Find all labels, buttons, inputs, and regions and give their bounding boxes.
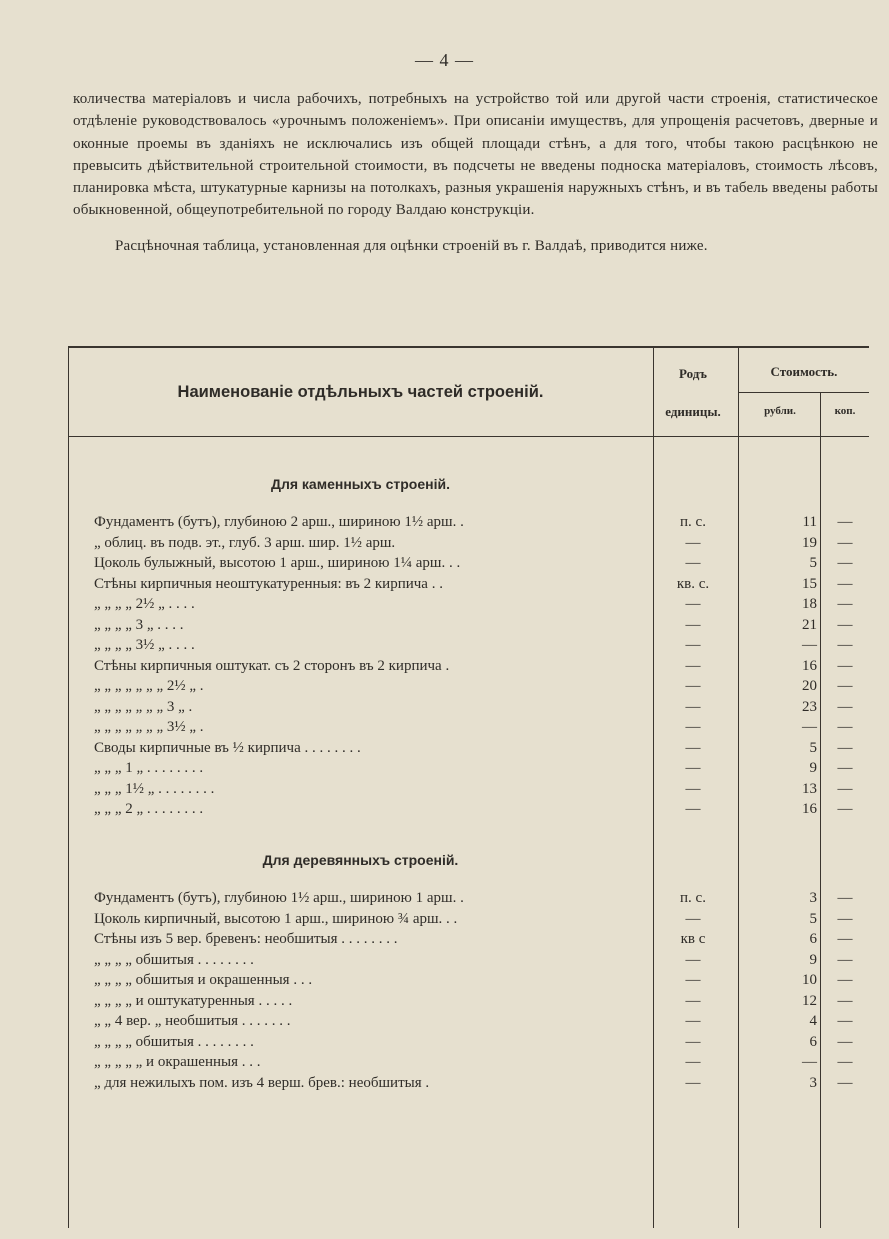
- row-kopecks: —: [837, 1033, 853, 1050]
- row-unit: —: [685, 637, 701, 653]
- table-row: [69, 781, 869, 803]
- row-rubles: 21: [802, 616, 817, 633]
- row-description: „ „ „ 2 „ . . . . . . . .: [94, 801, 204, 817]
- row-unit: —: [685, 972, 701, 988]
- row-unit: —: [685, 555, 701, 571]
- row-unit: —: [685, 678, 701, 694]
- row-rubles: 6: [809, 1033, 817, 1050]
- header-unit-line2: единицы.: [665, 404, 721, 419]
- row-unit: —: [685, 534, 701, 551]
- row-kopecks: —: [837, 760, 853, 776]
- row-description: Стѣны кирпичныя неоштукатуренныя: въ 2 кирпича . .: [94, 575, 443, 592]
- row-kopecks: —: [837, 780, 853, 797]
- table-row: [69, 760, 869, 782]
- row-kopecks: —: [837, 951, 853, 968]
- row-unit: —: [685, 739, 701, 756]
- row-unit: —: [685, 780, 701, 797]
- row-unit: —: [685, 1013, 701, 1029]
- row-kopecks: —: [837, 637, 853, 653]
- table-row: [69, 1075, 869, 1097]
- row-rubles: 18: [802, 596, 817, 612]
- table-row: [69, 931, 869, 953]
- row-kopecks: —: [837, 514, 853, 530]
- row-description: Стѣны кирпичныя оштукат. съ 2 сторонъ въ 2 кирпича .: [94, 657, 450, 674]
- table-row: [69, 1054, 869, 1076]
- table-row: [69, 719, 869, 741]
- table-row: [69, 576, 869, 598]
- row-rubles: 10: [802, 972, 817, 988]
- row-kopecks: —: [837, 657, 853, 674]
- table-row: [69, 535, 869, 557]
- intro-paragraph-1: количества матеріаловъ и числа рабочихъ, потребныхъ на устройство той или другой части строенія, статистическое отдѣленіе руководствовалось «урочнымъ положеніемъ». При описаніи имуществъ, для упрощенія расчетовъ, дверные и оконные проемы въ зданіяхъ не исключались изъ общей площади стѣнъ, а для того, чтобы такою расцѣнкою не превысить дѣйствительной строительной стоимости, въ подсчеты не введены подноска матеріаловъ, стоимость лѣсовъ, планировка мѣста, штукатурные карнизы на потолкахъ, разныя украшенія наружныхъ стѣнъ, и въ табель введены работы обыкновенной, общеупотребительной по городу Валдаю конструкціи.: [73, 91, 878, 219]
- row-unit: —: [685, 951, 701, 968]
- row-description: Цоколь кирпичный, высотою 1 арш., шириною ¾ арш. . .: [94, 910, 458, 927]
- row-rubles: 13: [802, 780, 817, 797]
- row-rubles: 9: [809, 951, 817, 968]
- table-row: [69, 658, 869, 680]
- table-row: [69, 972, 869, 994]
- row-rubles: 12: [802, 992, 817, 1009]
- row-kopecks: —: [837, 972, 853, 988]
- row-unit: кв с: [680, 931, 706, 947]
- row-unit: —: [685, 698, 701, 715]
- row-unit: п. с.: [680, 890, 706, 906]
- row-unit: —: [685, 910, 701, 927]
- table-row: [69, 1013, 869, 1035]
- row-description: „ „ „ „ и оштукатуренныя . . . . .: [94, 992, 293, 1009]
- header-bottom-rule: [69, 436, 869, 437]
- row-description: „ „ „ „ „ и окрашенныя . . .: [94, 1054, 261, 1070]
- row-description: „ „ „ „ „ „ „ 3½ „ .: [94, 719, 204, 735]
- row-kopecks: —: [837, 719, 853, 735]
- row-rubles: 9: [809, 760, 817, 776]
- cost-subheader-rule: [739, 392, 869, 393]
- table-row: [69, 740, 869, 762]
- row-kopecks: —: [837, 931, 853, 947]
- row-unit: —: [685, 801, 701, 817]
- row-kopecks: —: [837, 910, 853, 927]
- table-row: [69, 890, 869, 912]
- row-unit: кв. с.: [676, 575, 710, 592]
- row-unit: —: [685, 657, 701, 674]
- row-rubles: 11: [802, 514, 817, 530]
- row-description: „ „ „ „ „ „ „ 3 „ .: [94, 698, 193, 715]
- row-kopecks: —: [837, 596, 853, 612]
- table-row: [69, 699, 869, 721]
- row-description: „ „ 4 вер. „ необшитыя . . . . . . .: [94, 1013, 291, 1029]
- table-row: [69, 596, 869, 618]
- row-description: „ „ „ 1 „ . . . . . . . .: [94, 760, 204, 776]
- row-rubles: 20: [802, 678, 817, 694]
- row-rubles: 16: [802, 801, 817, 817]
- row-description: Своды кирпичные въ ½ кирпича . . . . . . . .: [94, 739, 361, 756]
- row-rubles: 5: [809, 555, 817, 571]
- header-kop: коп.: [834, 405, 856, 417]
- row-description: Фундаментъ (бутъ), глубиною 2 арш., шириною 1½ арш. .: [94, 514, 464, 530]
- table-row: [69, 952, 869, 974]
- row-description: Стѣны изъ 5 вер. бревенъ: необшитыя . . . . . . . .: [94, 931, 398, 947]
- row-unit: —: [685, 1033, 701, 1050]
- row-rubles: 19: [802, 534, 817, 551]
- row-unit: —: [685, 616, 701, 633]
- row-kopecks: —: [837, 698, 853, 715]
- row-rubles: 23: [802, 698, 817, 715]
- row-kopecks: —: [837, 1074, 853, 1091]
- row-kopecks: —: [837, 1013, 853, 1029]
- row-rubles: 15: [802, 575, 817, 592]
- row-kopecks: —: [837, 534, 853, 551]
- row-kopecks: —: [837, 739, 853, 756]
- row-description: „ „ „ „ „ „ „ 2½ „ .: [94, 678, 204, 694]
- row-unit: —: [685, 992, 701, 1009]
- section-title-stone: Для каменныхъ строеній.: [271, 476, 450, 492]
- table-row: [69, 911, 869, 933]
- table-row: [69, 555, 869, 577]
- row-description: „ „ „ „ обшитыя . . . . . . . .: [94, 1033, 254, 1050]
- row-rubles: 3: [809, 890, 817, 906]
- header-cost: Стоимость.: [770, 364, 838, 379]
- header-rub: рубли.: [764, 405, 796, 417]
- page-number: — 4 —: [415, 50, 474, 70]
- table-row: [69, 617, 869, 639]
- row-rubles: 5: [809, 739, 817, 756]
- row-kopecks: —: [837, 1054, 853, 1070]
- table-row: [69, 514, 869, 536]
- intro-paragraph-2: Расцѣночная таблица, установленная для оцѣнки строеній въ г. Валдаѣ, приводится ниже.: [115, 237, 708, 254]
- row-rubles: 5: [809, 910, 817, 927]
- row-kopecks: —: [837, 801, 853, 817]
- row-description: „ для нежилыхъ пом. изъ 4 верш. брев.: необшитыя .: [94, 1074, 430, 1091]
- row-kopecks: —: [837, 992, 853, 1009]
- table-row: [69, 637, 869, 659]
- row-description: „ „ „ „ 3½ „ . . . .: [94, 637, 195, 653]
- row-description: „ облиц. въ подв. эт., глуб. 3 арш. шир. 1½ арш.: [94, 534, 396, 551]
- row-rubles: 3: [809, 1074, 817, 1091]
- row-unit: —: [685, 1074, 701, 1091]
- row-rubles: —: [802, 637, 817, 653]
- table-row: [69, 993, 869, 1015]
- row-description: „ „ „ 1½ „ . . . . . . . .: [94, 780, 215, 797]
- row-description: „ „ „ „ 2½ „ . . . .: [94, 596, 195, 612]
- row-rubles: 4: [809, 1013, 817, 1029]
- row-description: „ „ „ „ 3 „ . . . .: [94, 616, 184, 633]
- row-description: Цоколь булыжный, высотою 1 арш., шириною 1¼ арш. . .: [94, 555, 461, 571]
- row-kopecks: —: [837, 890, 853, 906]
- intro-text: [73, 88, 878, 257]
- header-name: Наименованіе отдѣльныхъ частей строеній.: [177, 382, 544, 401]
- row-rubles: 6: [809, 931, 817, 947]
- row-unit: —: [685, 760, 701, 776]
- row-rubles: —: [802, 719, 817, 735]
- table-row: [69, 1034, 869, 1056]
- row-rubles: —: [802, 1054, 817, 1070]
- row-unit: —: [685, 596, 701, 612]
- row-kopecks: —: [837, 575, 853, 592]
- row-unit: п. с.: [680, 514, 706, 530]
- section-title-wood: Для деревянныхъ строеній.: [262, 852, 459, 868]
- row-description: „ „ „ „ обшитыя . . . . . . . .: [94, 951, 254, 968]
- row-description: Фундаментъ (бутъ), глубиною 1½ арш., шириною 1 арш. .: [94, 890, 464, 906]
- table-row: [69, 801, 869, 823]
- header-unit-line1: Родъ: [679, 366, 707, 381]
- row-kopecks: —: [837, 616, 853, 633]
- row-kopecks: —: [837, 678, 853, 694]
- row-rubles: 16: [802, 657, 817, 674]
- row-description: „ „ „ „ обшитыя и окрашенныя . . .: [94, 972, 313, 988]
- table-row: [69, 678, 869, 700]
- row-kopecks: —: [837, 555, 853, 571]
- row-unit: —: [685, 1054, 701, 1070]
- row-unit: —: [685, 719, 701, 735]
- valuation-table: [68, 346, 869, 1228]
